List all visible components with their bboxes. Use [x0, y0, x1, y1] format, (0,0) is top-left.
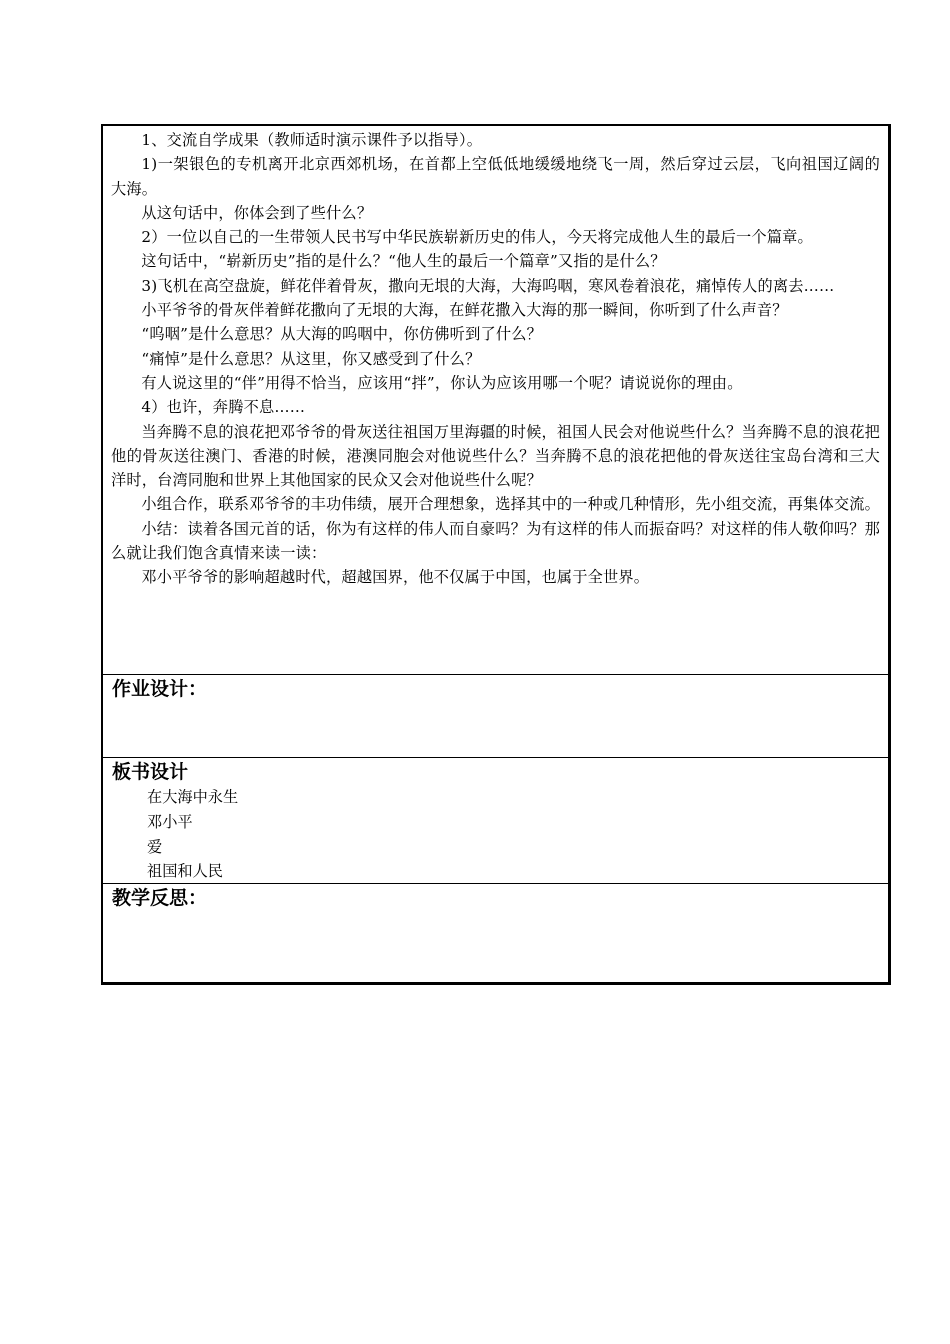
lesson-plan-table	[101, 124, 891, 985]
board-line: 在大海中永生	[147, 788, 239, 806]
paragraph: 邓小平爷爷的影响超越时代，超越国界，他不仅属于中国，也属于全世界。	[141, 568, 650, 587]
board-design-section	[103, 757, 888, 883]
reflection-heading: 教学反思：	[112, 887, 208, 909]
board-line: 爱	[147, 837, 163, 856]
paragraph: 4）也许，奔腾不息……	[141, 398, 306, 417]
paragraph: 小平爷爷的骨灰伴着鲜花撒向了无垠的大海，在鲜花撒入大海的那一瞬间，你听到了什么声音？	[141, 301, 788, 320]
paragraph: 从这句话中，你体会到了些什么？	[141, 203, 373, 222]
board-heading: 板书设计	[112, 761, 189, 783]
homework-heading: 作业设计：	[112, 678, 208, 700]
paragraph: 2）一位以自己的一生带领人民书写中华民族崭新历史的伟人，今天将完成他人生的最后一个篇章。	[141, 228, 813, 247]
homework-section	[103, 674, 888, 757]
paragraph: 1)一架银色的专机离开北京西郊机场，在首都上空低低地缓缓地绕飞一周，然后穿过云层，飞向祖国辽阔的大海。	[111, 155, 880, 198]
teaching-process-section	[103, 126, 888, 674]
paragraph: 当奔腾不息的浪花把邓爷爷的骨灰送往祖国万里海疆的时候，祖国人民会对他说些什么？当奔腾不息的浪花把他的骨灰送往澳门、香港的时候，港澳同胞会对他说些什么？当奔腾不息的浪花把他的骨灰送往宝岛台湾和三大洋时，台湾同胞和世界上其他国家的民众又会对他说些什么呢？	[111, 422, 880, 490]
paragraph: “呜咽”是什么意思？从大海的呜咽中，你仿佛听到了什么？	[141, 325, 543, 344]
paragraph: 小组合作，联系邓爷爷的丰功伟绩，展开合理想象，选择其中的一种或几种情形，先小组交流，再集体交流。	[141, 495, 880, 514]
paragraph: 小结：读着各国元首的话，你为有这样的伟人而自豪吗？为有这样的伟人而振奋吗？对这样的伟人敬仰吗？那么就让我们饱含真情来读一读：	[111, 519, 880, 563]
paragraph: 有人说这里的“伴”用得不恰当，应该用“拌”，你认为应该用哪一个呢？请说说你的理由。	[141, 373, 743, 392]
reflection-section	[103, 883, 888, 982]
paragraph: “痛悼”是什么意思？从这里，你又感受到了什么？	[141, 349, 481, 368]
paragraph: 1、交流自学成果（教师适时演示课件予以指导）。	[141, 131, 483, 149]
board-line: 祖国和人民	[147, 862, 223, 881]
board-line: 邓小平	[147, 812, 193, 831]
paragraph: 3)飞机在高空盘旋，鲜花伴着骨灰，撒向无垠的大海，大海呜咽，寒风卷着浪花，痛悼传人的离去……	[141, 276, 835, 295]
paragraph: 这句话中，“崭新历史”指的是什么？“他人生的最后一个篇章”又指的是什么？	[141, 252, 666, 271]
